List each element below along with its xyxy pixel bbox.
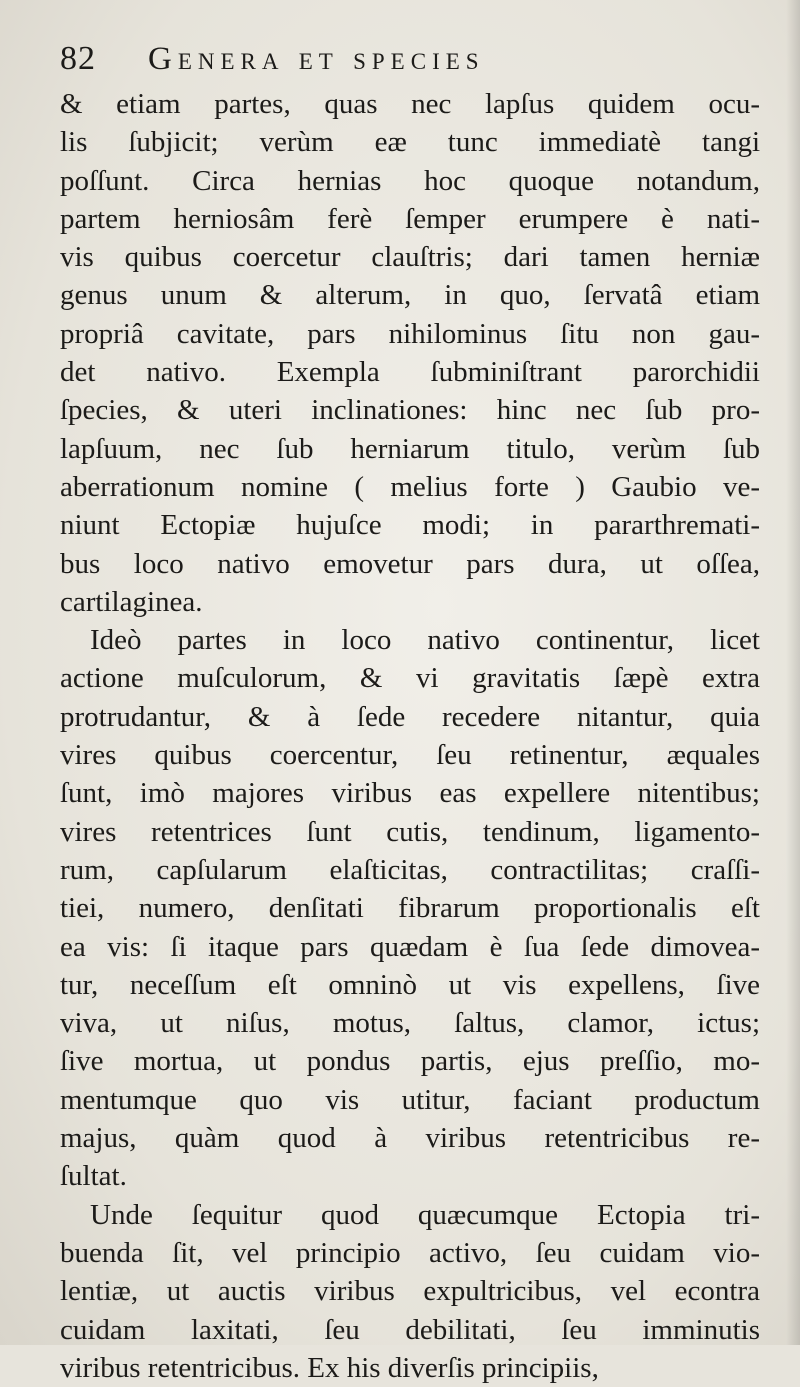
- text-line: tur, neceſſum eſt omninò ut vis expellens, ſive: [60, 968, 760, 1001]
- text-line: bus loco nativo emovetur pars dura, ut oſſea,: [60, 547, 760, 580]
- text-line: actione muſculorum, & vi gravitatis ſæpè extra: [60, 662, 760, 695]
- text-line: ſive mortua, ut pondus partis, ejus preſſio, mo-: [60, 1045, 760, 1078]
- paragraph: [60, 85, 760, 621]
- text-line: vires quibus coercentur, ſeu retinentur, æquales: [60, 739, 760, 772]
- paragraph: [60, 1196, 760, 1387]
- text-line: & etiam partes, quas nec lapſus quidem ocu-: [60, 88, 760, 120]
- text-line: rum, capſularum elaſticitas, contractilitas; craſſi-: [60, 853, 760, 886]
- text-line: cartilaginea.: [60, 585, 203, 618]
- text-line: niunt Ectopiæ hujuſce modi; in pararthremati-: [60, 509, 760, 542]
- paragraph: [60, 621, 760, 1195]
- text-line: det nativo. Exempla ſubminiſtrant parorchidii: [60, 356, 760, 389]
- page-number: 82: [60, 40, 96, 77]
- text-line: Ideò partes in loco nativo continentur, licet: [90, 624, 760, 657]
- page-edge-shadow: [786, 0, 800, 1345]
- text-line: ea vis: ſi itaque pars quædam è ſua ſede dimovea-: [60, 930, 760, 963]
- text-line: lentiæ, ut auctis viribus expultricibus, vel econtra: [60, 1275, 760, 1308]
- text-line: cuidam laxitati, ſeu debilitati, ſeu imminutis: [60, 1313, 760, 1346]
- text-line: lis ſubjicit; verùm eæ tunc immediatè tangi: [60, 126, 760, 159]
- text-line: ſunt, imò majores viribus eas expellere nitentibus;: [60, 777, 760, 810]
- text-line: tiei, numero, denſitati fibrarum proportionalis eſt: [60, 892, 760, 925]
- text-line: genus unum & alterum, in quo, ſervatâ etiam: [60, 279, 760, 312]
- text-line: partem herniosâm ferè ſemper erumpere è nati-: [60, 202, 760, 235]
- text-line: mentumque quo vis utitur, faciant productum: [60, 1083, 760, 1116]
- text-line: propriâ cavitate, pars nihilominus ſitu non gau-: [60, 317, 760, 350]
- text-line: poſſunt. Circa hernias hoc quoque notandum,: [60, 164, 760, 197]
- text-line: ſpecies, & uteri inclinationes: hinc nec ſub pro-: [60, 394, 760, 427]
- text-line: majus, quàm quod à viribus retentricibus re-: [60, 1122, 760, 1155]
- text-line: Unde ſequitur quod quæcumque Ectopia tri-: [90, 1198, 760, 1231]
- text-line: viribus retentricibus. Ex his diverſis principiis,: [60, 1351, 599, 1384]
- text-line: lapſuum, nec ſub herniarum titulo, verùm ſub: [60, 432, 760, 465]
- running-head: Genera et species: [148, 41, 485, 77]
- text-line: vis quibus coercetur clauſtris; dari tamen herniæ: [60, 241, 760, 274]
- text-line: buenda ſit, vel principio activo, ſeu cuidam vio-: [60, 1236, 760, 1269]
- text-line: ſultat.: [60, 1160, 127, 1193]
- text-line: aberrationum nomine ( melius forte ) Gaubio ve-: [60, 470, 760, 503]
- body-text: [60, 85, 760, 1387]
- text-line: protrudantur, & à ſede recedere nitantur, quia: [60, 700, 760, 733]
- page-header: [60, 40, 750, 90]
- text-line: viva, ut niſus, motus, ſaltus, clamor, ictus;: [60, 1007, 760, 1040]
- text-line: vires retentrices ſunt cutis, tendinum, ligamento-: [60, 815, 760, 848]
